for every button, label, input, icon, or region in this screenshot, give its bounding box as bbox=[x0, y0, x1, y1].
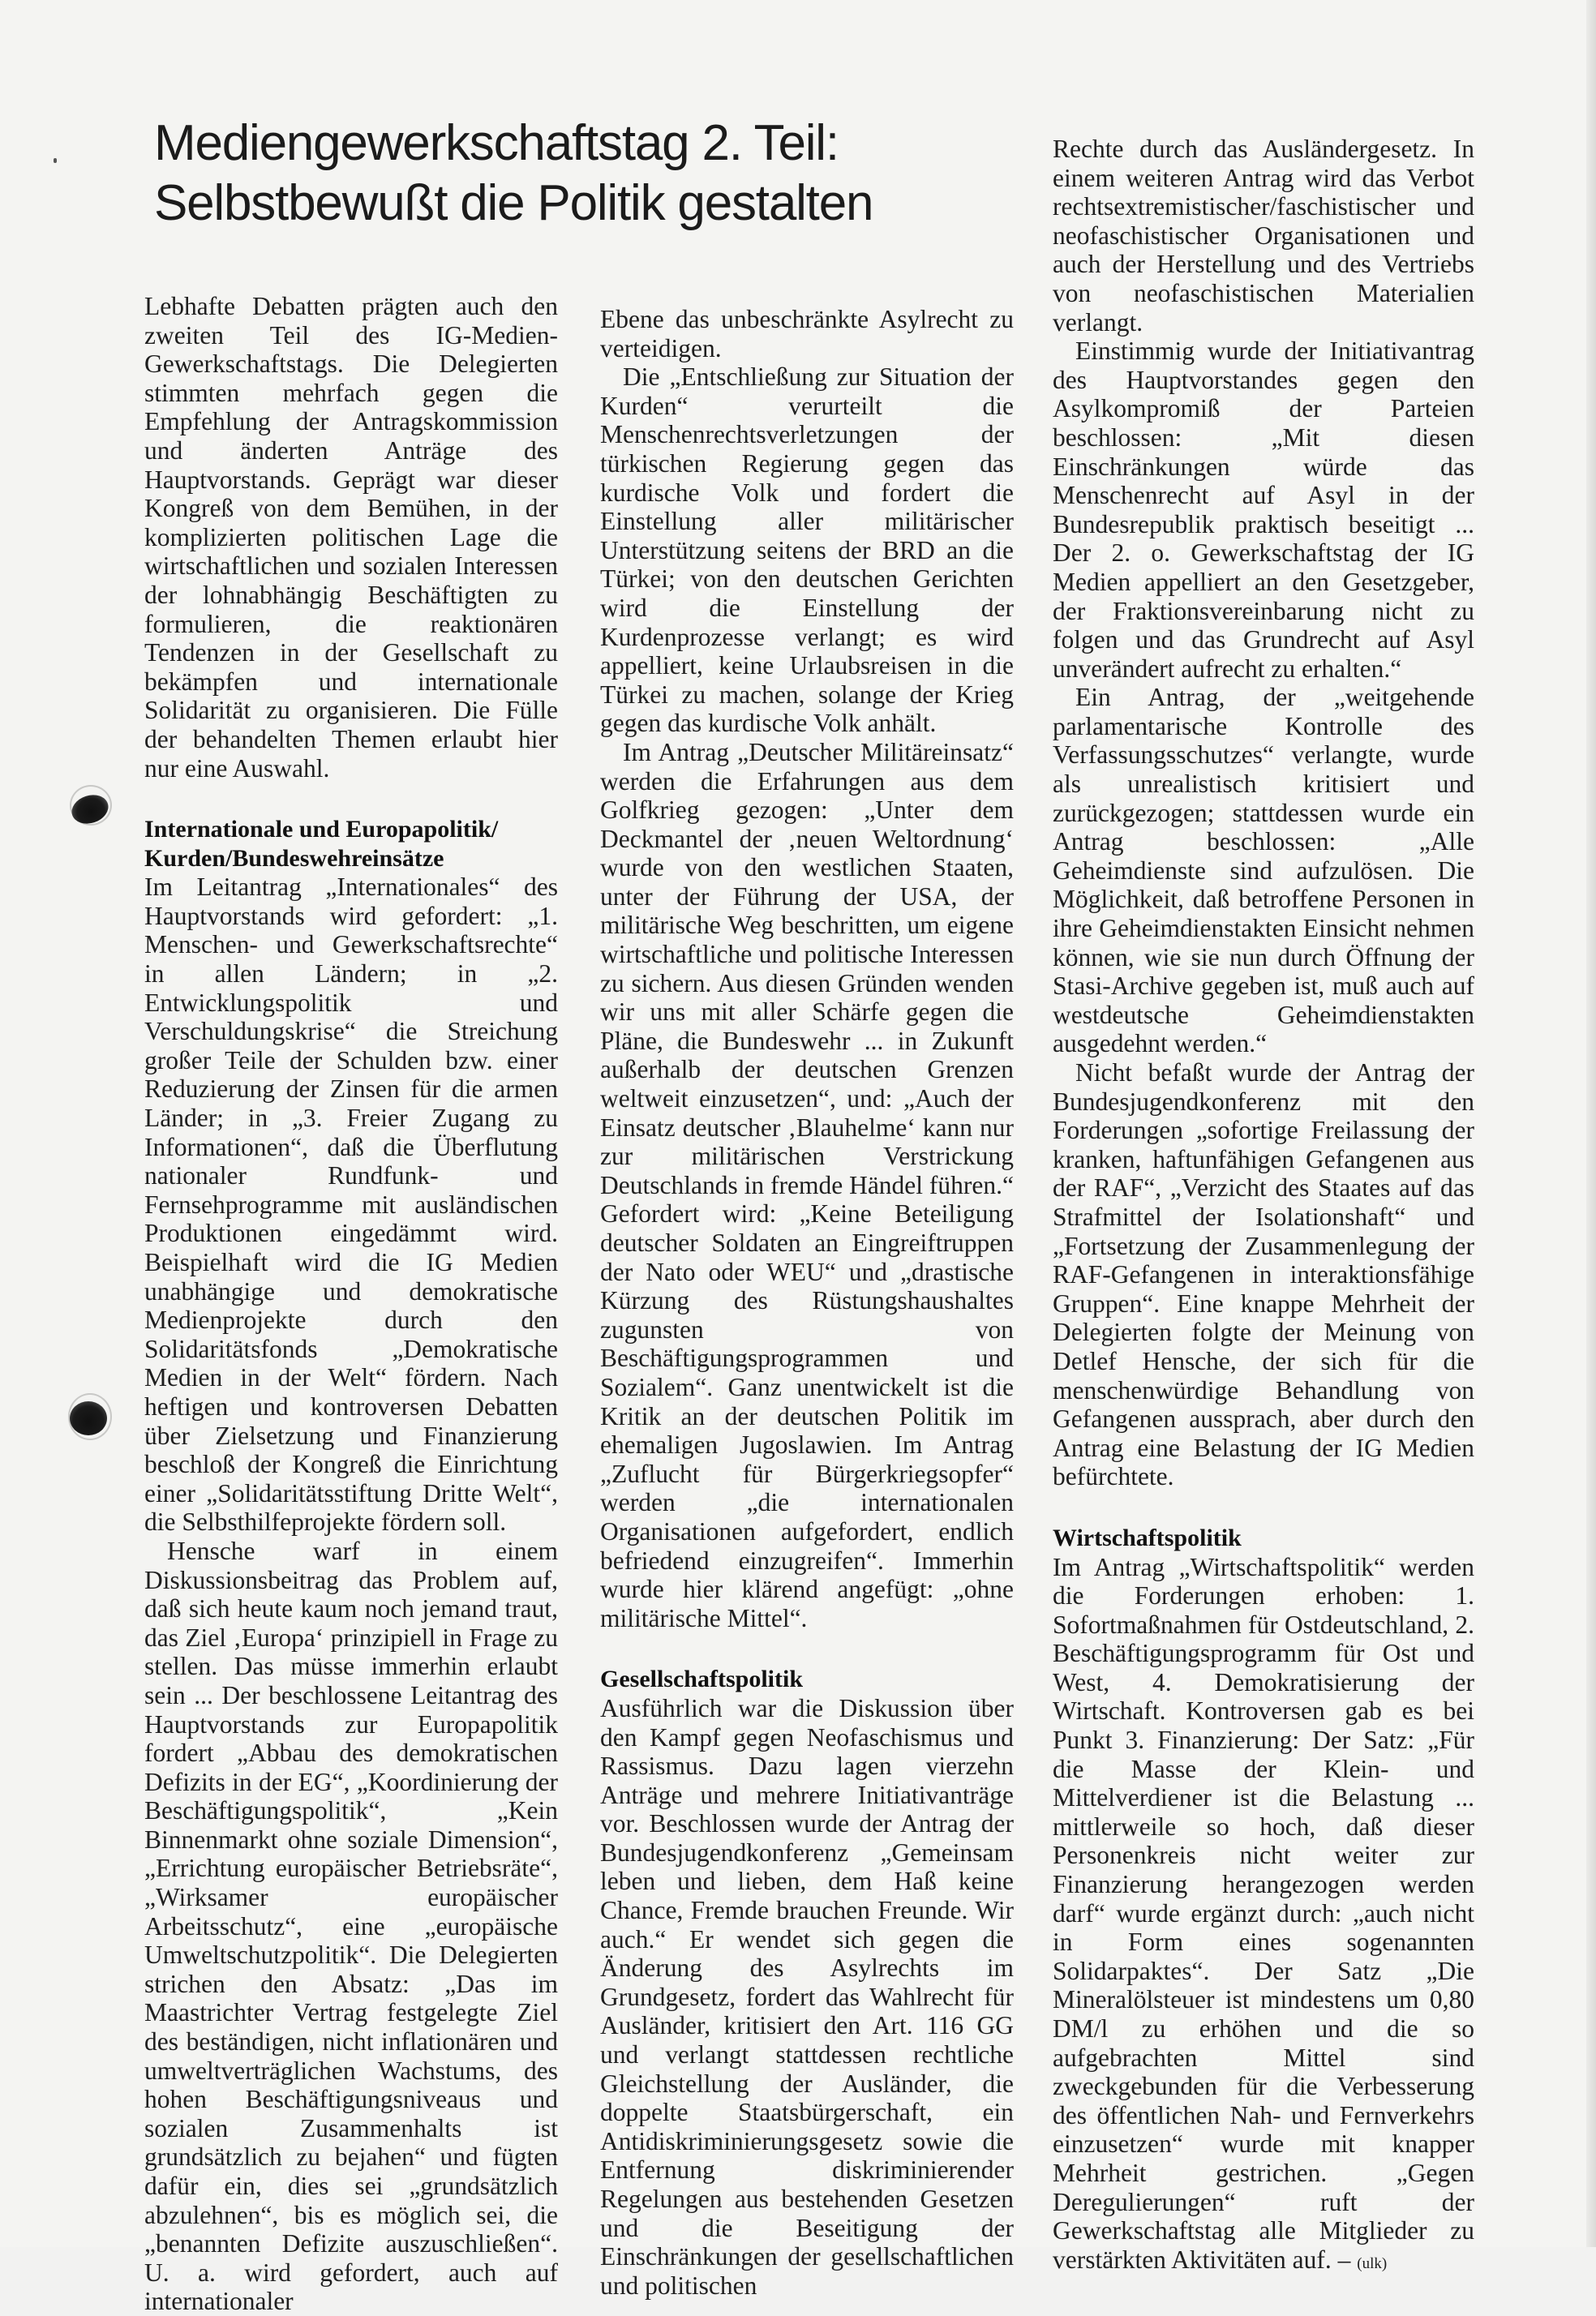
section-heading-gesellschaftspolitik: Gesellschaftspolitik bbox=[600, 1666, 804, 1693]
heading-line-1: Internationale und Europapolitik/ bbox=[144, 816, 499, 843]
paragraph-neofaschismus: Ausführlich war die Diskussion über den Kampf gegen Neofaschismus und Rassismus. Dazu lagen vierzehn Anträge und mehrere Initiativanträge vor. Beschlossen wurde der Antrag der Bundesjugendkonferenz „Gemeinsam leben und lieben, dem Haß keine Chance, Fremde brauchen Freunde. Wir auch.“ Er wendet sich gegen die Änderung des Asylrechts im Grundgesetz, fordert das Wahlrecht für Ausländer, kritisiert den Art. 116 GG und verlangt stattdessen rechtliche Gleichstellung der Ausländer, die doppelte Staatsbürgerschaft, ein Antidiskriminierungsgesetz sowie die Entfernung diskriminierender Regelungen aus bestehenden Gesetzen und die Beseitigung der Einschränkungen der gesellschaftlichen und politischen bbox=[600, 1693, 1014, 2300]
paragraph-kurden: Die „Entschließung zur Situation der Kurden“ verurteilt die Menschenrechtsverletzungen der türkischen Regierung gegen das kurdische Volk und fordert die Einstellung aller militärischer Unterstützung seitens der BRD an die Türkei; von den deutschen Gerichten wird die Einstellung der Kurdenprozesse verlangt; es wird appelliert, keine Urlaubsreisen in die Türkei zu machen, solange der Krieg gegen das kurdische Volk anhält. bbox=[600, 362, 1014, 738]
section-heading-wirtschaftspolitik: Wirtschaftspolitik bbox=[1053, 1524, 1242, 1551]
paragraph-raf: Nicht befaßt wurde der Antrag der Bundesjugendkonferenz mit den Forderungen „sofortige Freilassung der kranken, haftunfähigen Gefangenen aus der RAF“, „Verzicht des Staates auf das Strafmittel der Isolationshaft“ und „Fortsetzung der Zusammenlegung der RAF-Gefangenen in interaktionsfähige Gruppen“. Eine knappe Mehrheit der Delegierten folgte der Meinung von Detlef Hensche, der sich für die menschenwürdige Behandlung von Gefangenen aussprach, aber durch den Antrag eine Belastung der IG Medien befürchtete. bbox=[1053, 1058, 1474, 1491]
paragraph-wirtschaft-text: Im Antrag „Wirtschaftspolitik“ werden die Forderungen erhoben: 1. Sofortmaßnahmen für Ostdeutschland, 2. Beschäftigungsprogramm für Ost und West, 4. Demokratisierung der Wirtschaft. Kontroversen gab es bei Punkt 3. Finanzierung: Der Satz: „Für die Masse der Klein- und Mittelverdiener ist die Belastung ... mittlerweile so hoch, daß dieser Personenkreis nicht weiter zur Finanzierung herangezogen werden darf“ wurde ergänzt durch: „auch nicht in Form eines sogenannten Solidarpaktes“. Der Satz „Die Mineralölsteuer ist mindestens um 0,80 DM/l zu erhöhen und die so aufgebrachten Mittel sind zweckgebunden für die Verbesserung des öffentlichen Nah- und Fernverkehrs einzusetzen“ wurde mit knapper Mehrheit gestrichen. „Gegen Deregulierungen“ ruft der Gewerkschaftstag alle Mitglieder zu verstärkten Aktivitäten auf. – bbox=[1053, 1552, 1474, 2274]
title-line-2: Selbstbewußt die Politik gestalten bbox=[154, 175, 873, 231]
article-title bbox=[154, 114, 1030, 234]
paragraph-intro: Lebhafte Debatten prägten auch den zweiten Teil des IG-Medien-Gewerkschaftstags. Die Delegierten stimmten mehrfach gegen die Empfehlung der Antragskommission und änderten Anträge des Hauptvorstands. Geprägt war dieser Kongreß von dem Bemühen, in der komplizierten politischen Lage die wirtschaftlichen und sozialen Interessen der lohnabhängig Beschäftigten zu formulieren, die reaktionären Tendenzen in der Gesellschaft zu bekämpfen und internationale Solidarität zu organisieren. Die Fülle der behandelten Themen erlaubt hier nur eine Auswahl. bbox=[144, 292, 558, 783]
paragraph-leitantrag: Im Leitantrag „Internationales“ des Hauptvorstands wird gefordert: „1. Menschen- und Gewerkschaftsrechte“ in allen Ländern; in „2. Entwicklungspolitik und Verschuldungskrise“ die Streichung großer Teile der Schulden bzw. einer Reduzierung der Zinsen für die armen Länder; in „3. Freier Zugang zu Informationen“, daß die Überflutung nationaler Rundfunk- und Fernsehprogramme mit ausländischen Produktionen eingedämmt wird. Beispielhaft wird die IG Medien unabhängige und demokratische Medienprojekte durch den Solidaritätsfonds „Demokratische Medien in der Welt“ fördern. Nach heftigen und kontroversen Debatten über Zielsetzung und Finanzierung beschloß der Kongreß die Einrichtung einer „Solidaritätsstiftung Dritte Welt“, die Selbsthilfeprojekte fördern soll. bbox=[144, 873, 558, 1537]
section-heading-international bbox=[144, 815, 558, 873]
paragraph-asylkompromiss: Einstimmig wurde der Initiativantrag des Hauptvorstandes gegen den Asylkompromiß der Parteien beschlossen: „Mit diesen Einschränkungen würde das Menschenrecht auf Asyl in der Bundesrepublik praktisch beseitigt ... Der 2. o. Gewerkschaftstag der IG Medien appelliert an den Gesetzgeber, der Fraktionsvereinbarung nicht zu folgen und das Grundrecht auf Asyl unverändert aufrecht zu erhalten.“ bbox=[1053, 337, 1474, 683]
column-1 bbox=[144, 292, 558, 2316]
title-line-1: Mediengewerkschaftstag 2. Teil: bbox=[154, 115, 839, 171]
punch-hole-lower bbox=[70, 1401, 107, 1435]
paragraph-wirtschaft bbox=[1053, 1553, 1474, 2279]
column-2 bbox=[600, 305, 1014, 2300]
author-signoff: (ulk) bbox=[1357, 2254, 1388, 2272]
paragraph-militaereinsatz: Im Antrag „Deutscher Militäreinsatz“ werden die Erfahrungen aus dem Golfkrieg gezogen: „Unter dem Deckmantel der ‚neuen Weltordnung‘ wurde von den westlichen Staaten, unter der Führung der USA, der militärische Weg beschritten, um eigene wirtschaftliche und politische Interessen zu sichern. Aus diesen Gründen wenden wir uns mit aller Schärfe gegen die Pläne, die Bundeswehr ... in Zukunft außerhalb der deutschen Grenzen weltweit einzusetzen“, und: „Auch der Einsatz deutscher ‚Blauhelme‘ kann nur zur militärischen Verstrickung Deutschlands in fremde Händel führen.“ Gefordert wird: „Keine Beteiligung deutscher Soldaten an Eingreiftruppen der Nato oder WEU“ und „drastische Kürzung des Rüstungshaushaltes zugunsten von Beschäftigungsprogrammen und Sozialem“. Ganz unentwickelt ist die Kritik an der deutschen Politik im ehemaligen Jugoslawien. Im Antrag „Zuflucht für Bürgerkriegsopfer“ werden „die internationalen Organisationen aufgefordert, endlich befriedend einzugreifen“. Immerhin wurde hier klärend angefügt: „ohne militärische Mittel“. bbox=[600, 737, 1014, 1632]
paragraph-hensche: Hensche warf in einem Diskussionsbeitrag das Problem auf, daß sich heute kaum noch jemand traut, das Ziel ‚Europa‘ prinzipiell in Frage zu stellen. Das müsse immerhin erlaubt sein ... Der beschlossene Leitantrag des Hauptvorstands zur Europapolitik fordert „Abbau des demokratischen Defizits in der EG“, „Koordinierung der Beschäftigungspolitik“, „Kein Binnenmarkt ohne soziale Dimension“, „Errichtung europäischer Betriebsräte“, „Wirksamer europäischer Arbeitsschutz“, eine „europäische Umweltschutzpolitik“. Die Delegierten strichen den Absatz: „Das im Maastrichter Vertrag festgelegte Ziel des beständigen, nicht inflationären und umweltverträglichen Wachstums, des hohen Beschäftigungsniveaus und sozialen Zusammenhalts ist grundsätzlich zu bejahen“ und fügten dafür ein, dies sei „grundsätzlich abzulehnen“, bis es möglich sei, die „benannten Defizite auszuschließen“. U. a. wird gefordert, auch auf internationaler bbox=[144, 1536, 558, 2316]
paragraph-asylrecht: Ebene das unbeschränkte Asylrecht zu verteidigen. bbox=[600, 305, 1014, 362]
margin-mark bbox=[54, 158, 57, 163]
column-3 bbox=[1053, 135, 1474, 2278]
heading-line-2: Kurden/Bundeswehreinsätze bbox=[144, 844, 444, 872]
paragraph-auslaendergesetz: Rechte durch das Ausländergesetz. In einem weiteren Antrag wird das Verbot rechtsextremistischer/faschistischer und neofaschistischer Organisationen und auch der Herstellung und des Vertriebs von neofaschistischen Materialien verlangt. bbox=[1053, 135, 1474, 337]
paragraph-verfassungsschutz: Ein Antrag, der „weitgehende parlamentarische Kontrolle des Verfassungsschutzes“ verlangte, wurde als unrealistisch kritisiert und zurückgezogen; stattdessen wurde ein Antrag beschlossen: „Alle Geheimdienste sind aufzulösen. Die Möglichkeit, daß betroffene Personen in ihre Geheimdienstakten Einsicht nehmen können, wie sie nun durch Öffnung der Stasi-Archive gegeben ist, muß auch auf westdeutsche Geheimdienstakten ausgedehnt werden.“ bbox=[1053, 683, 1474, 1058]
